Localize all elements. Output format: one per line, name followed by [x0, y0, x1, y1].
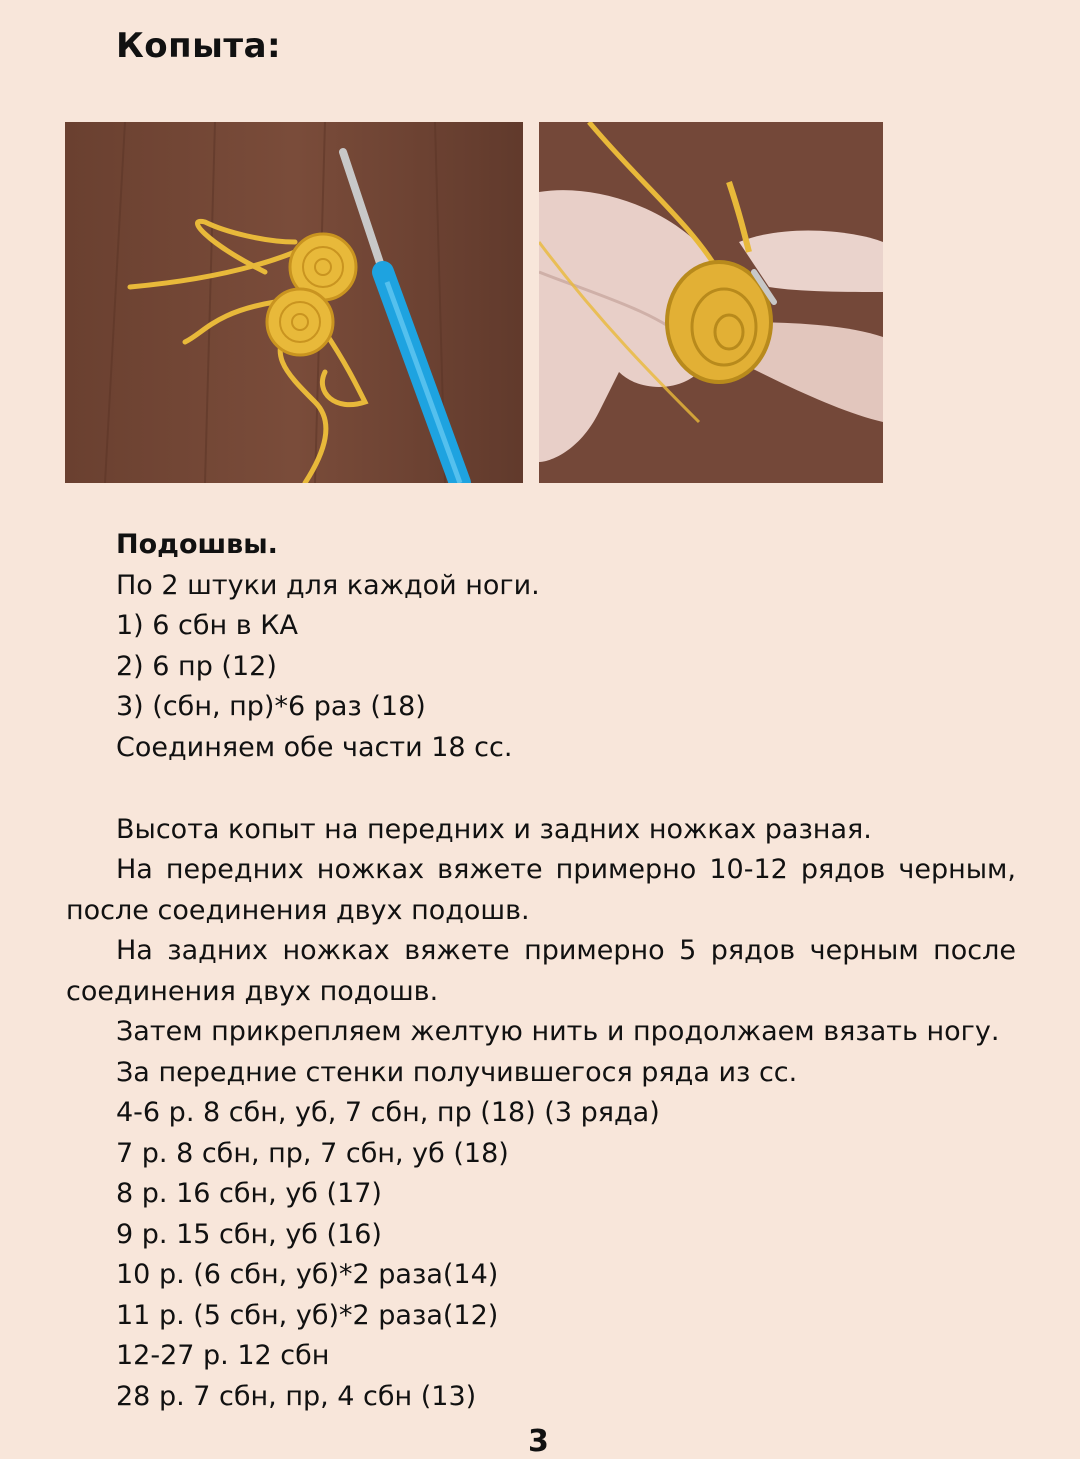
soles-line: 3) (сбн, пр)*6 раз (18) [116, 691, 426, 722]
list-item: 7 р. 8 сбн, пр, 7 сбн, уб (18) [116, 1137, 509, 1169]
soles-line: 1) 6 сбн в КА [116, 610, 298, 641]
list-item: 9 р. 15 сбн, уб (16) [116, 1218, 382, 1250]
list-item: 28 р. 7 сбн, пр, 4 сбн (13) [116, 1380, 477, 1412]
list-item: 4-6 р. 8 сбн, уб, 7 сбн, пр (18) (3 ряда) [116, 1097, 660, 1128]
soles-line: 2) 6 пр (12) [116, 650, 277, 682]
list-item: 12-27 р. 12 сбн [116, 1340, 330, 1371]
list-item: 10 р. (6 сбн, уб)*2 раза(14) [116, 1259, 499, 1290]
back-legs-line-1: На задних ножках вяжете примерно 5 рядов черным после [116, 935, 1016, 966]
height-note-text: Высота копыт на передних и задних ножках разная. [116, 814, 872, 845]
list-item: За передние стенки получившегося ряда из сс. [116, 1056, 798, 1088]
rows-list [116, 1012, 999, 1417]
soles-heading: Подошвы. [116, 529, 278, 560]
back-legs-paragraph [66, 931, 1016, 1012]
front-legs-paragraph [66, 850, 1016, 931]
front-legs-line-1: На передних ножках вяжете примерно 10-12 рядов черным, [116, 854, 1016, 885]
hooves-crochet-photo-1 [65, 122, 523, 483]
front-legs-line-2: после соединения двух подошв. [66, 894, 530, 926]
height-note [116, 810, 872, 851]
soles-line: По 2 штуки для каждой ноги. [116, 569, 540, 601]
page-title: Копыта: [116, 26, 282, 66]
list-item: 11 р. (5 сбн, уб)*2 раза(12) [116, 1299, 499, 1331]
back-legs-line-2: соединения двух подошв. [66, 975, 439, 1007]
hooves-crochet-photo-2 [539, 122, 883, 483]
soles-line: Соединяем обе части 18 сс. [116, 731, 513, 763]
page-number: 3 [528, 1424, 549, 1459]
list-item: Затем прикрепляем желтую нить и продолжаем вязать ногу. [116, 1016, 1000, 1047]
list-item: 8 р. 16 сбн, уб (17) [116, 1178, 382, 1209]
soles-section [116, 525, 540, 768]
